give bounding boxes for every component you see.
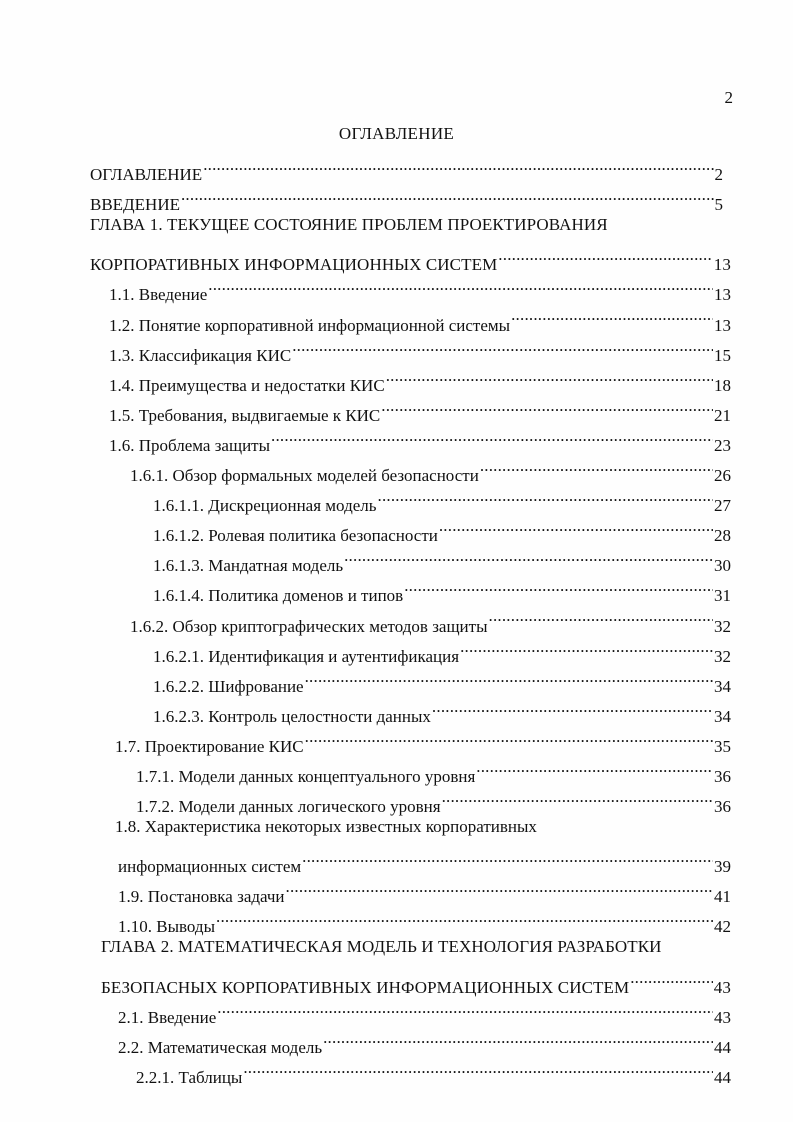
toc-entry-text: 1.6.2.3. Контроль целостности данных: [153, 706, 431, 726]
toc-entry-page: 36: [714, 766, 731, 786]
toc-leader-dots: [286, 872, 713, 902]
toc-entry-text: 2.2. Математическая модель: [118, 1037, 323, 1057]
toc-entry-page: 32: [714, 646, 731, 666]
toc-entry-heading[interactable]: [0, 812, 793, 842]
toc-leader-dots: [216, 902, 713, 932]
toc-entry-page: 18: [714, 375, 731, 395]
toc-entry-text: 1.7. Проектирование КИС: [115, 736, 304, 756]
toc-leader-dots: [305, 662, 713, 692]
toc-leader-dots: [498, 240, 713, 270]
toc-leader-dots: [404, 571, 713, 601]
toc-entry[interactable]: [0, 872, 793, 907]
toc-entry-text: ВВЕДЕНИЕ: [90, 195, 180, 215]
toc-title: ОГЛАВЛЕНИЕ: [338, 124, 455, 143]
toc-entry-page: 26: [714, 466, 731, 486]
toc-entry-text: 1.6.1.2. Ролевая политика безопасности: [153, 526, 438, 546]
toc-entry-text: 2.2.1. Таблицы: [136, 1067, 243, 1087]
toc-entry[interactable]: [0, 662, 793, 696]
toc-entry-page: 27: [714, 496, 731, 516]
toc-entry-text: ГЛАВА 2. МАТЕМАТИЧЕСКАЯ МОДЕЛЬ И ТЕХНОЛОГИЯ РАЗРАБОТКИ: [101, 937, 662, 957]
toc-entry-text: ГЛАВА 1. ТЕКУЩЕЕ СОСТОЯНИЕ ПРОБЛЕМ ПРОЕКТИРОВАНИЯ: [90, 215, 608, 235]
toc-entry-text: 1.6.2.1. Идентификация и аутентификация: [153, 646, 460, 666]
toc-entry[interactable]: [0, 993, 793, 1027]
toc-leader-dots: [203, 150, 713, 180]
toc-leader-dots: [292, 331, 713, 361]
toc-entry-page: 34: [714, 676, 731, 696]
toc-entry[interactable]: [0, 782, 793, 817]
toc-entry[interactable]: [0, 511, 793, 546]
toc-leader-dots: [243, 1053, 713, 1083]
toc-entry-text: 1.10. Выводы: [118, 917, 216, 937]
toc-entry-text: 1.6.1. Обзор формальных моделей безопасности: [130, 466, 479, 486]
toc-entry-text: 1.8. Характеристика некоторых известных корпоративных: [115, 817, 537, 837]
toc-entry-text: 1.7.2. Модели данных логического уровня: [136, 797, 441, 817]
toc-entry-page: 15: [714, 345, 731, 365]
toc-leader-dots: [344, 541, 713, 571]
toc-leader-dots: [460, 632, 713, 662]
toc-entry-page: 28: [714, 526, 731, 546]
toc-entry[interactable]: [0, 240, 793, 275]
toc-entry-text: 1.6.1.3. Мандатная модель: [153, 556, 344, 576]
toc-chapter-heading[interactable]: [0, 932, 793, 962]
toc-leader-dots: [208, 270, 713, 300]
toc-entry-text: 1.7.1. Модели данных концептуального уровня: [136, 766, 476, 786]
toc-entry-text: 1.2. Понятие корпоративной информационной системы: [109, 315, 511, 335]
toc-entry[interactable]: [0, 300, 793, 335]
toc-entry-text: 1.6.2.2. Шифрование: [153, 676, 304, 696]
toc-entry-page: 13: [713, 255, 731, 275]
toc-entry-text: ОГЛАВЛЕНИЕ: [90, 165, 203, 185]
toc-entry-text: 1.6.2. Обзор криптографических методов защиты: [130, 616, 488, 636]
toc-entry-text: 1.6. Проблема защиты: [109, 435, 271, 455]
toc-leader-dots: [323, 1023, 713, 1053]
toc-entry-text: 1.9. Постановка задачи: [118, 887, 285, 907]
toc-entry[interactable]: [0, 722, 793, 756]
toc-entry-text: БЕЗОПАСНЫХ КОРПОРАТИВНЫХ ИНФОРМАЦИОННЫХ СИСТЕМ: [101, 977, 630, 997]
toc-entry-page: 36: [714, 797, 731, 817]
toc-leader-dots: [630, 963, 713, 993]
toc-entry[interactable]: [0, 902, 793, 937]
toc-entry[interactable]: [0, 180, 793, 215]
toc-entry-text: 1.1. Введение: [109, 285, 208, 305]
toc-entry-page: 41: [714, 887, 731, 907]
toc-entry[interactable]: [0, 270, 793, 305]
toc-entry[interactable]: [0, 361, 793, 395]
toc-entry-page: 35: [714, 736, 731, 756]
toc-entry-page: 43: [713, 977, 731, 997]
toc-leader-dots: [442, 782, 713, 812]
toc-leader-dots: [305, 722, 713, 752]
toc-entry-page: 34: [714, 706, 731, 726]
toc-leader-dots: [181, 180, 714, 210]
toc-entry-page: 42: [714, 917, 731, 937]
toc-entry-page: 44: [714, 1037, 731, 1057]
toc-entry-page: 21: [714, 405, 731, 425]
toc-list: [0, 150, 793, 1087]
toc-leader-dots: [489, 601, 714, 631]
toc-leader-dots: [511, 300, 713, 330]
toc-entry-page: 13: [714, 285, 731, 305]
toc-entry-text: 1.5. Требования, выдвигаемые к КИС: [109, 405, 381, 425]
toc-entry[interactable]: [0, 481, 793, 516]
toc-leader-dots: [480, 451, 713, 481]
toc-entry-page: 13: [714, 315, 731, 335]
toc-entry[interactable]: [0, 331, 793, 365]
toc-entry-page: 44: [714, 1067, 731, 1087]
toc-leader-dots: [476, 752, 713, 782]
toc-entry-text: 1.4. Преимущества и недостатки КИС: [109, 375, 385, 395]
toc-entry-page: 5: [714, 195, 723, 215]
toc-entry[interactable]: [0, 150, 793, 185]
toc-entry-page: 23: [714, 435, 731, 455]
toc-entry-text: 2.1. Введение: [118, 1007, 217, 1027]
toc-leader-dots: [432, 692, 713, 722]
toc-entry-page: 32: [714, 616, 731, 636]
toc-entry-text: 1.3. Классификация КИС: [109, 345, 292, 365]
toc-entry[interactable]: [0, 601, 793, 636]
toc-chapter-heading[interactable]: [0, 210, 793, 240]
toc-leader-dots: [271, 421, 713, 451]
toc-entry[interactable]: [0, 752, 793, 786]
toc-entry-page: 39: [714, 857, 731, 877]
toc-leader-dots: [386, 361, 713, 391]
toc-entry[interactable]: [0, 451, 793, 486]
toc-entry-text: КОРПОРАТИВНЫХ ИНФОРМАЦИОННЫХ СИСТЕМ: [90, 255, 498, 275]
toc-leader-dots: [217, 993, 713, 1023]
toc-leader-dots: [302, 842, 713, 872]
toc-entry[interactable]: [0, 1023, 793, 1057]
toc-entry-page: 31: [714, 586, 731, 606]
toc-entry-text: информационных систем: [118, 857, 302, 877]
page-number: 2: [724, 88, 733, 107]
toc-entry[interactable]: [0, 571, 793, 606]
toc-leader-dots: [381, 391, 713, 421]
toc-entry-page: 30: [714, 556, 731, 576]
toc-entry[interactable]: [0, 541, 793, 576]
toc-entry[interactable]: [0, 632, 793, 666]
toc-entry[interactable]: [0, 1053, 793, 1087]
toc-leader-dots: [378, 481, 714, 511]
toc-entry[interactable]: [0, 692, 793, 726]
toc-entry[interactable]: [0, 963, 793, 997]
toc-entry[interactable]: [0, 842, 793, 877]
toc-entry-text: 1.6.1.1. Дискреционная модель: [153, 496, 377, 516]
toc-entry-page: 43: [714, 1007, 731, 1027]
toc-entry[interactable]: [0, 391, 793, 425]
toc-entry-text: 1.6.1.4. Политика доменов и типов: [153, 586, 404, 606]
toc-entry-page: 2: [714, 165, 723, 185]
toc-leader-dots: [439, 511, 713, 541]
toc-entry[interactable]: [0, 421, 793, 455]
